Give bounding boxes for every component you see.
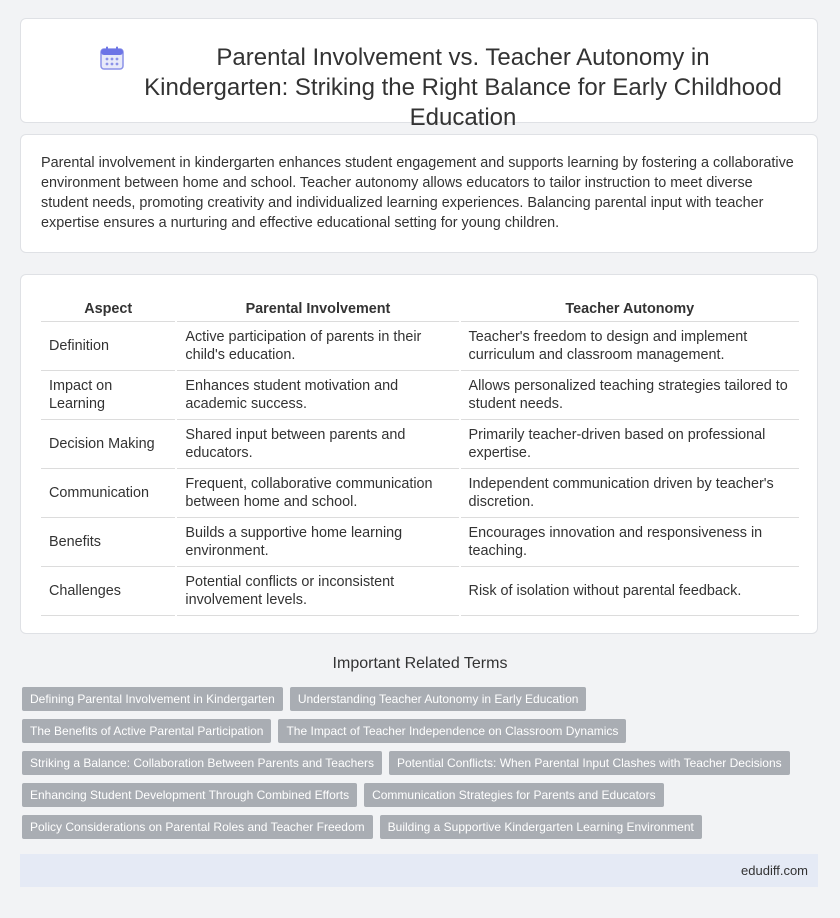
related-term-tag[interactable]: Building a Supportive Kindergarten Learning Environment — [380, 815, 702, 839]
aspect-cell: Impact on Learning — [41, 371, 176, 420]
teacher-cell: Primarily teacher-driven based on professional expertise. — [460, 420, 799, 469]
title-wrap — [99, 43, 783, 133]
parental-cell: Enhances student motivation and academic success. — [176, 371, 459, 420]
table-row — [41, 518, 799, 567]
parental-cell: Potential conflicts or inconsistent involvement levels. — [176, 567, 459, 616]
comparison-card — [20, 274, 818, 634]
parental-cell: Shared input between parents and educators. — [176, 420, 459, 469]
table-row — [41, 469, 799, 518]
related-term-tag[interactable]: Policy Considerations on Parental Roles and Teacher Freedom — [22, 815, 373, 839]
related-term-tag[interactable]: Striking a Balance: Collaboration Between Parents and Teachers — [22, 751, 382, 775]
parental-cell: Builds a supportive home learning environment. — [176, 518, 459, 567]
comparison-table — [41, 297, 799, 616]
teacher-cell: Independent communication driven by teacher's discretion. — [460, 469, 799, 518]
aspect-cell: Benefits — [41, 518, 176, 567]
aspect-cell: Challenges — [41, 567, 176, 616]
teacher-cell: Encourages innovation and responsiveness in teaching. — [460, 518, 799, 567]
table-row — [41, 322, 799, 371]
related-term-tag[interactable]: The Benefits of Active Parental Participation — [22, 719, 271, 743]
related-term-tag[interactable]: Potential Conflicts: When Parental Input Clashes with Teacher Decisions — [389, 751, 790, 775]
parental-cell: Active participation of parents in their child's education. — [176, 322, 459, 371]
related-term-tag[interactable]: Enhancing Student Development Through Combined Efforts — [22, 783, 357, 807]
calendar-icon — [99, 45, 125, 71]
table-row — [41, 567, 799, 616]
footer-site-link[interactable]: edudiff.com — [741, 863, 808, 878]
aspect-cell: Decision Making — [41, 420, 176, 469]
related-terms-heading: Important Related Terms — [332, 655, 508, 672]
header-parental-involvement: Parental Involvement — [176, 297, 459, 322]
parental-cell: Frequent, collaborative communication between home and school. — [176, 469, 459, 518]
table-header-row — [41, 297, 799, 322]
header-teacher-autonomy: Teacher Autonomy — [460, 297, 799, 322]
teacher-cell: Allows personalized teaching strategies tailored to student needs. — [460, 371, 799, 420]
teacher-cell: Risk of isolation without parental feedback. — [460, 567, 799, 616]
related-terms-list — [22, 687, 812, 839]
title-card — [20, 18, 818, 131]
page-title: Parental Involvement vs. Teacher Autonomy in Kindergarten: Striking the Right Balance for Early Childhood Education — [144, 44, 782, 131]
related-term-tag[interactable]: Defining Parental Involvement in Kindergarten — [22, 687, 283, 711]
teacher-cell: Teacher's freedom to design and implement curriculum and classroom management. — [460, 322, 799, 371]
footer — [20, 854, 818, 887]
intro-card — [20, 134, 818, 253]
related-term-tag[interactable]: Understanding Teacher Autonomy in Early Education — [290, 687, 587, 711]
related-term-tag[interactable]: The Impact of Teacher Independence on Classroom Dynamics — [278, 719, 626, 743]
header-aspect: Aspect — [41, 297, 176, 322]
intro-paragraph: Parental involvement in kindergarten enhances student engagement and supports learning by fostering a collaborative environment between home and school. Teacher autonomy allows educators to tailor instruction to meet diverse student needs, promoting creativity and individualized learning experiences. Balancing parental input with teacher expertise ensures a nurturing and effective educational setting for young children. — [41, 155, 794, 231]
table-row — [41, 371, 799, 420]
aspect-cell: Definition — [41, 322, 176, 371]
table-row — [41, 420, 799, 469]
related-term-tag[interactable]: Communication Strategies for Parents and Educators — [364, 783, 663, 807]
aspect-cell: Communication — [41, 469, 176, 518]
